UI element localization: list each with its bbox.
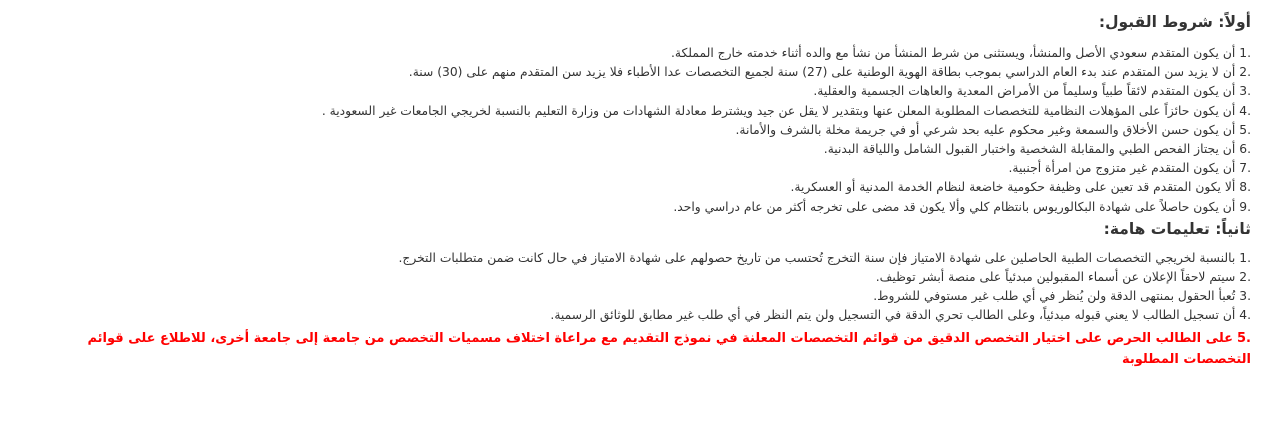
item-number: 9. — [1239, 199, 1251, 214]
list-item — [20, 178, 1251, 197]
item-text: أن تسجيل الطالب لا يعني قبوله مبدئياً، وعلى الطالب تحري الدقة في التسجيل ولن يتم النظر في أي طلب غير مطابق للوثائق الرسمية. — [550, 308, 1236, 323]
item-number: 3. — [1239, 84, 1251, 99]
item-text: بالنسبة لخريجي التخصصات الطبية الحاصلين على شهادة الامتياز فإن سنة التخرج تُحتسب من تاريخ حصولهم على شهادة الامتياز في حال كانت ضمن متطلبات التخرج. — [398, 250, 1236, 265]
item-number: 5. — [1237, 330, 1251, 346]
list-item — [20, 198, 1251, 217]
section-title-admission-requirements: أولاً: شروط القبول: — [1098, 13, 1251, 31]
list-item — [20, 287, 1251, 306]
admission-requirements-list — [20, 44, 1251, 217]
item-text: أن يكون المتقدم غير متزوج من امرأة أجنبية. — [1008, 161, 1236, 176]
important-instructions-list — [20, 249, 1251, 370]
item-number: 7. — [1239, 161, 1251, 176]
list-item — [20, 140, 1251, 159]
item-number: 4. — [1239, 103, 1251, 118]
item-number: 3. — [1239, 289, 1251, 304]
item-text: أن يكون حاصلاً على شهادة البكالوريوس بانتظام كلي وألا يكون قد مضى على تخرجه أكثر من عام دراسي واحد. — [673, 199, 1236, 214]
item-text: أن لا يزيد سن المتقدم عند بدء العام الدراسي بموجب بطاقة الهوية الوطنية على (27) سنة لجميع التخصصات عدا الأطباء فلا يزيد سن المتقدم منهم على (30) سنة. — [408, 65, 1236, 80]
item-text: أن يجتاز الفحص الطبي والمقابلة الشخصية واختبار القبول الشامل واللياقة البدنية. — [823, 142, 1236, 157]
list-item — [20, 268, 1251, 287]
section-title-important-instructions: ثانياً: تعليمات هامة: — [1103, 219, 1251, 238]
item-text: تُعبأ الحقول بمنتهى الدقة ولن يُنظر في أي طلب غير مستوفي للشروط. — [873, 289, 1236, 304]
item-number: 4. — [1239, 308, 1251, 323]
list-item — [20, 249, 1251, 268]
item-number: 6. — [1239, 142, 1251, 157]
list-item — [20, 159, 1251, 178]
item-number: 1. — [1239, 46, 1251, 60]
item-text: ألا يكون المتقدم قد تعين على وظيفة حكومية خاضعة لنظام الخدمة المدنية أو العسكرية. — [790, 180, 1236, 195]
list-item — [20, 102, 1251, 121]
list-item — [20, 306, 1251, 325]
list-item — [20, 63, 1251, 82]
item-text: أن يكون المتقدم سعودي الأصل والمنشأ، ويستثنى من شرط المنشأ من نشأ مع والده أثناء خدمته خارج المملكة. — [670, 46, 1236, 60]
list-item — [20, 44, 1251, 63]
highlighted-notice — [20, 328, 1251, 370]
item-text: أن يكون المتقدم لائقاً طبياً وسليماً من الأمراض المعدية والعاهات الجسمية والعقلية. — [813, 84, 1236, 99]
item-text: أن يكون حائزاً على المؤهلات النظامية للتخصصات المطلوبة المعلن عنها وبتقدير لا يقل عن جيد ويشترط معادلة الشهادات من وزارة التعليم بالنسبة لخريجي الجامعات غير السعودية . — [321, 103, 1236, 118]
list-item — [20, 121, 1251, 140]
item-number: 2. — [1239, 65, 1251, 80]
item-number: 8. — [1239, 180, 1251, 195]
item-number: 2. — [1239, 270, 1251, 285]
list-item — [20, 82, 1251, 101]
item-text: أن يكون حسن الأخلاق والسمعة وغير محكوم عليه بحد شرعي أو في جريمة مخلة بالشرف والأمانة. — [735, 122, 1236, 137]
item-number: 5. — [1239, 122, 1251, 137]
item-text: على الطالب الحرص على اختيار التخصص الدقيق من قوائم التخصصات المعلنة في نموذج التقديم مع مراعاة اختلاف مسميات التخصص من جامعة إلى جامعة أخرى، للاطلاع على قوائم التخصصات المطلوبة — [87, 330, 1251, 367]
item-number: 1. — [1239, 250, 1251, 265]
item-text: سيتم لاحقاً الإعلان عن أسماء المقبولين مبدئياً على منصة أبشر توظيف. — [875, 270, 1236, 285]
